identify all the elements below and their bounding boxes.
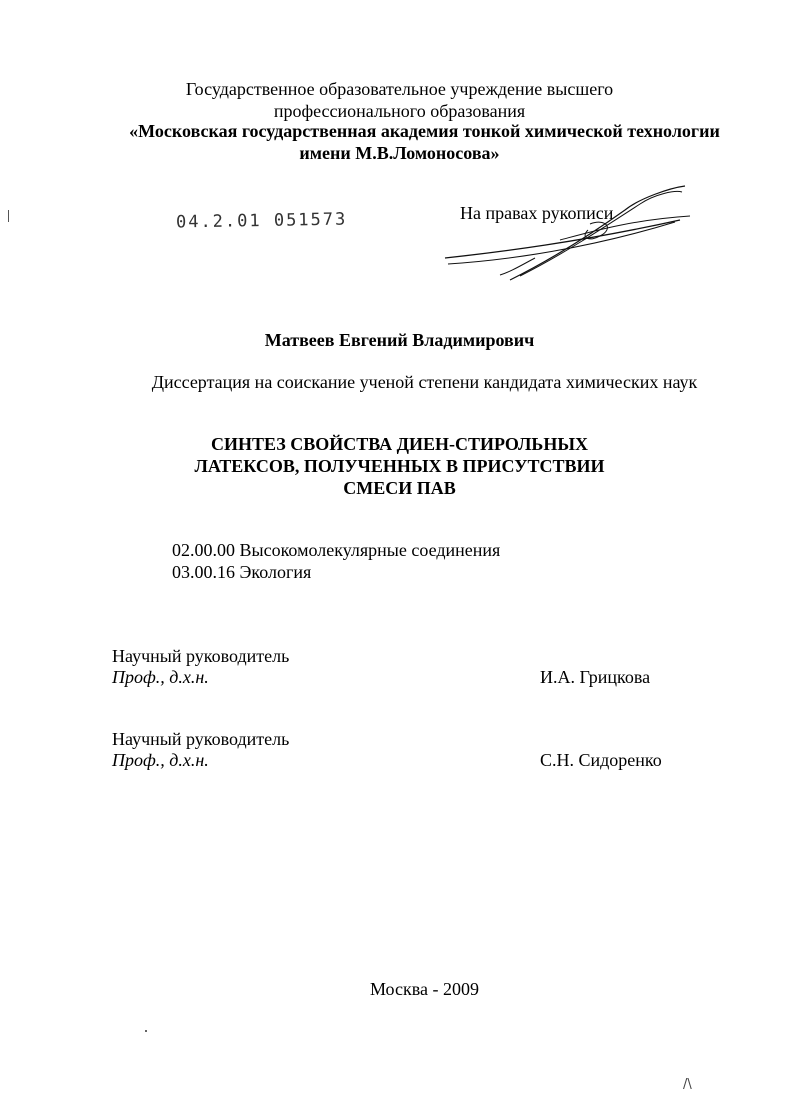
institution-line-4: имени М.В.Ломоносова» bbox=[299, 143, 500, 163]
supervisor-2-title: Проф., д.х.н. bbox=[112, 750, 209, 770]
supervisor-2-name: С.Н. Сидоренко bbox=[540, 750, 662, 770]
thesis-title-line-1: СИНТЕЗ СВОЙСТВА ДИЕН-СТИРОЛЬНЫХ bbox=[211, 434, 588, 454]
rights-label: На правах рукописи bbox=[460, 203, 614, 223]
specialty-2: 03.00.16 Экология bbox=[172, 562, 312, 582]
corner-mark: /\ bbox=[683, 1077, 692, 1092]
margin-tick bbox=[8, 210, 9, 222]
supervisor-1-role: Научный руководитель bbox=[112, 646, 290, 666]
specialty-1: 02.00.00 Высокомолекулярные соединения bbox=[172, 540, 501, 560]
institution-line-1: Государственное образовательное учреждение высшего bbox=[185, 79, 614, 99]
supervisor-1-title: Проф., д.х.н. bbox=[112, 667, 209, 687]
thesis-title-line-3: СМЕСИ ПАВ bbox=[343, 478, 456, 498]
supervisor-1-name: И.А. Грицкова bbox=[540, 667, 651, 687]
scan-dot bbox=[145, 1030, 147, 1032]
degree-line: Диссертация на соискание ученой степени кандидата химических наук bbox=[151, 372, 698, 392]
thesis-title-line-2: ЛАТЕКСОВ, ПОЛУЧЕННЫХ В ПРИСУТСТВИИ bbox=[194, 456, 605, 476]
signature bbox=[440, 180, 700, 290]
institution-line-2: профессионального образования bbox=[273, 101, 526, 121]
institution-line-3: «Московская государственная академия тонкой химической технологии bbox=[129, 121, 720, 141]
author-name: Матвеев Евгений Владимирович bbox=[264, 330, 535, 350]
city-year: Москва - 2009 bbox=[370, 979, 479, 999]
supervisor-2-role: Научный руководитель bbox=[112, 729, 290, 749]
archive-stamp-number: 04.2.01 051573 bbox=[175, 209, 348, 233]
